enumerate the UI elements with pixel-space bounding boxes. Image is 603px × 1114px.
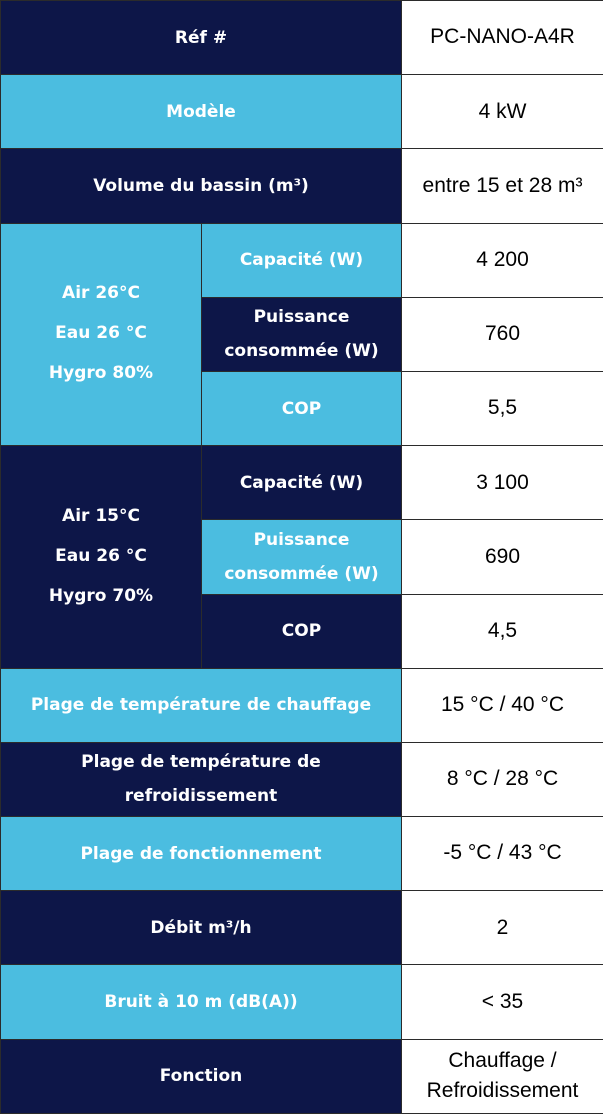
row-label-fonctionnement: Plage de fonctionnement xyxy=(1,817,402,891)
row-value-volume: entre 15 et 28 m³ xyxy=(402,149,603,223)
table-row xyxy=(1,817,603,891)
table-row xyxy=(1,891,603,965)
condition-2-eau: Eau 26 °C xyxy=(55,545,147,566)
row-value-fonction: Chauffage / Refroidissement xyxy=(402,1039,603,1113)
table-row xyxy=(1,742,603,816)
condition-1-air: Air 26°C xyxy=(62,283,140,304)
condition-1-cell xyxy=(1,223,202,446)
table-row xyxy=(1,75,603,149)
condition-2-air: Air 15°C xyxy=(62,506,140,526)
row-value-ref: PC-NANO-A4R xyxy=(402,1,603,75)
condition-2-hygro: Hygro 70% xyxy=(48,585,154,606)
cond2-puissance-label: Puissance consommée (W) xyxy=(202,520,402,594)
table-row xyxy=(1,446,603,520)
table-row xyxy=(1,965,603,1039)
row-label-debit: Débit m³/h xyxy=(1,891,402,965)
cond2-cop-label: COP xyxy=(202,594,402,668)
row-value-fonctionnement: -5 °C / 43 °C xyxy=(402,817,603,891)
row-label-chauffage: Plage de température de chauffage xyxy=(1,668,402,742)
row-label-modele: Modèle xyxy=(1,75,402,149)
cond1-puissance-value: 760 xyxy=(402,297,603,371)
condition-1-hygro: Hygro 80% xyxy=(48,363,154,384)
row-label-fonction: Fonction xyxy=(1,1039,402,1113)
condition-1-eau: Eau 26 °C xyxy=(55,323,147,344)
row-value-debit: 2 xyxy=(402,891,603,965)
table-row xyxy=(1,223,603,297)
table-row xyxy=(1,1,603,75)
cond1-cop-value: 5,5 xyxy=(402,371,603,445)
row-label-volume: Volume du bassin (m³) xyxy=(1,149,402,223)
cond1-cop-label: COP xyxy=(202,371,402,445)
cond1-capacite-label: Capacité (W) xyxy=(202,223,402,297)
cond2-cop-value: 4,5 xyxy=(402,594,603,668)
row-value-chauffage: 15 °C / 40 °C xyxy=(402,668,603,742)
cond2-capacite-value: 3 100 xyxy=(402,446,603,520)
table-row xyxy=(1,668,603,742)
cond1-puissance-label: Puissance consommée (W) xyxy=(202,297,402,371)
table-row xyxy=(1,1039,603,1113)
cond2-capacite-label: Capacité (W) xyxy=(202,446,402,520)
condition-2-cell xyxy=(1,446,202,669)
cond2-puissance-value: 690 xyxy=(402,520,603,594)
row-value-refroidissement: 8 °C / 28 °C xyxy=(402,742,603,816)
row-label-refroidissement: Plage de température de refroidissement xyxy=(1,742,402,816)
row-label-ref: Réf # xyxy=(1,1,402,75)
row-label-bruit: Bruit à 10 m (dB(A)) xyxy=(1,965,402,1039)
row-value-modele: 4 kW xyxy=(402,75,603,149)
row-value-bruit: < 35 xyxy=(402,965,603,1039)
table-row xyxy=(1,149,603,223)
cond1-capacite-value: 4 200 xyxy=(402,223,603,297)
